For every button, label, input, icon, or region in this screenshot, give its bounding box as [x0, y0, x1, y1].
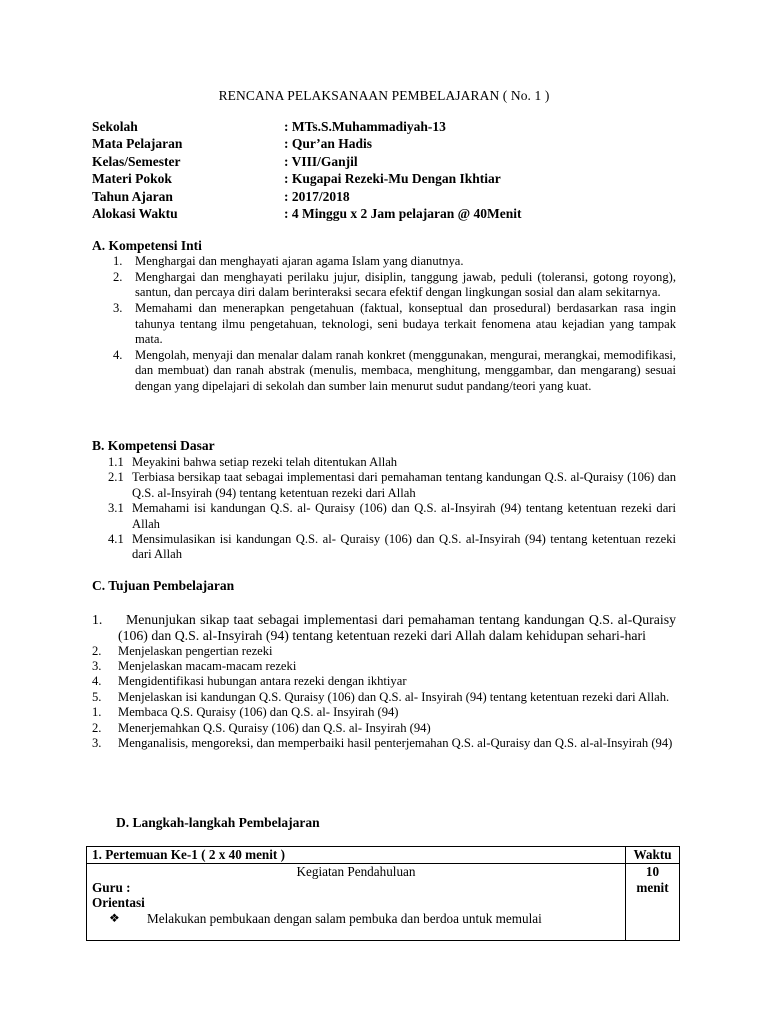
time-unit: menit [636, 879, 669, 895]
list-item-number: 3. [92, 659, 102, 673]
identity-value: : 4 Minggu x 2 Jam pelajaran @ 40Menit [284, 206, 522, 222]
list-item [113, 348, 676, 394]
list-item-text: Meyakini bahwa setiap rezeki telah ditentukan Allah [132, 455, 398, 469]
list-item-text: Menjelaskan macam-macam rezeki [118, 659, 297, 673]
list-item [108, 501, 676, 532]
section-heading-kompetensi-dasar: B. Kompetensi Dasar [92, 438, 215, 453]
list-item [92, 705, 676, 720]
identity-row [92, 205, 522, 222]
list-item [92, 644, 676, 659]
orientasi-label: Orientasi [92, 895, 145, 910]
list-item-number: 3. [92, 736, 102, 751]
list-item-text: Menganalisis, mengoreksi, dan memperbaiki hasil penterjemahan Q.S. al-Quraisy dan Q.S. al-al-Insyirah (94) [118, 736, 673, 751]
identity-value: : MTs.S.Muhammadiyah-13 [284, 119, 446, 134]
list-item-text: Memahami dan menerapkan pengetahuan (faktual, konseptual dan prosedural) berdasarkan rasa ingin tahunya tentang ilmu pengetahuan, teknologi, seni budaya terkait fenomena atau kejadian yang tampak mata. [135, 301, 676, 347]
list-item [92, 690, 676, 705]
identity-value: : VIII/Ganjil [284, 153, 358, 169]
identity-value: : 2017/2018 [284, 188, 350, 204]
list-item-text: Menerjemahkan Q.S. Quraisy (106) dan Q.S. al- Insyirah (94) [118, 720, 431, 735]
list-item-text: Menjelaskan pengertian rezeki [118, 643, 273, 658]
meeting-header: 1. Pertemuan Ke-1 ( 2 x 40 menit ) [87, 847, 626, 864]
list-item-number: 1. [113, 254, 123, 268]
list-item-text: Memahami isi kandungan Q.S. al- Quraisy (106) dan Q.S. al-Insyirah (94) tentang ketentuan rezeki dari Allah [132, 501, 676, 531]
section-heading-tujuan: C. Tujuan Pembelajaran [92, 578, 235, 593]
time-header: Waktu [626, 847, 680, 864]
identity-value: : Kugapai Rezeki-Mu Dengan Ikhtiar [284, 171, 501, 187]
list-item [92, 612, 676, 644]
list-item-text: Mengidentifikasi hubungan antara rezeki dengan ikhtiyar [118, 674, 407, 689]
list-item [92, 674, 676, 689]
list-item [108, 455, 676, 470]
list-item-text: Membaca Q.S. Quraisy (106) dan Q.S. al- Insyirah (94) [118, 705, 399, 720]
list-item-number: 2. [113, 269, 123, 284]
list-item [108, 470, 676, 501]
bullet-text: Melakukan pembukaan dengan salam pembuka dan berdoa untuk memulai [147, 910, 542, 926]
list-item [113, 254, 676, 269]
identity-row [92, 135, 522, 152]
list-item-number: 4.1 [108, 532, 124, 547]
identity-label: Tahun Ajaran [92, 188, 173, 204]
identity-label: Mata Pelajaran [92, 136, 183, 152]
list-item-number: 4. [113, 347, 123, 362]
lesson-table-header [87, 847, 680, 864]
list-item-text: Menghargai dan menghayati ajaran agama Islam yang dianutnya. [135, 254, 464, 268]
list-item-number: 5. [92, 689, 102, 704]
list-item-number: 3.1 [108, 501, 124, 516]
list-item [108, 532, 676, 563]
identity-label: Alokasi Waktu [92, 206, 178, 222]
list-item [92, 721, 676, 736]
list-item [113, 270, 676, 301]
identity-row [92, 153, 522, 170]
tujuan-list [92, 612, 676, 751]
identity-row [92, 170, 522, 187]
list-item-number: 1. [92, 612, 103, 627]
list-item-text: Menghargai dan menghayati perilaku jujur, disiplin, tanggung jawab, peduli (toleransi, gotong royong), santun, dan percaya diri dalam berinteraksi secara efektif dengan lingkungan sosial dan alam sekitarnya. [135, 269, 676, 300]
activity-cell [87, 864, 626, 941]
activity-title: Kegiatan Pendahuluan [296, 864, 416, 879]
identity-value: : Qur’an Hadis [284, 136, 373, 152]
list-item-text: Mensimulasikan isi kandungan Q.S. al- Quraisy (106) dan Q.S. al-Insyirah (94) tentang ketentuan rezeki dari Allah [132, 532, 676, 562]
lesson-table-row [87, 864, 680, 941]
list-item [92, 911, 620, 927]
list-item-number: 4. [92, 674, 102, 689]
list-item [92, 736, 676, 751]
section-heading-kompetensi-inti: A. Kompetensi Inti [92, 238, 202, 253]
guru-label: Guru : [92, 879, 131, 895]
identity-row [92, 188, 522, 205]
time-cell [626, 864, 680, 941]
identity-label: Kelas/Semester [92, 153, 181, 169]
list-item-text: Menjelaskan isi kandungan Q.S. Quraisy (106) dan Q.S. al- Insyirah (94) tentang ketentuan rezeki dari Allah. [118, 689, 670, 704]
list-item [92, 659, 676, 674]
identity-table [92, 118, 522, 222]
list-item-text: Terbiasa bersikap taat sebagai implementasi dari pemahaman tentang kandungan Q.S. al-Quraisy (106) dan Q.S. al-Insyirah (94) tentang ketentuan rezeki dari Allah [132, 470, 676, 500]
identity-label: Sekolah [92, 119, 138, 134]
list-item-number: 2. [92, 720, 102, 735]
kompetensi-dasar-list [108, 455, 676, 563]
diamond-bullet-icon: ❖ [109, 910, 120, 925]
kompetensi-inti-list [113, 254, 676, 394]
list-item-text: Mengolah, menyaji dan menalar dalam ranah konkret (menggunakan, mengurai, merangkai, memodifikasi, dan membuat) dan ranah abstrak (menulis, membaca, menghitung, menggambar, dan mengarang) sesuai dengan yang dipelajari di sekolah dan sumber lain menurut sudut pandang/teori yang kuat. [135, 347, 676, 393]
list-item-text: Menunjukan sikap taat sebagai implementasi dari pemahaman tentang kandungan Q.S. al-Quraisy (106) dan Q.S. al-Insyirah (94) tentang ketentuan rezeki dari Allah dalam kehidupan sehari-hari [118, 612, 676, 643]
list-item-number: 2.1 [108, 470, 124, 485]
list-item-number: 1.1 [108, 455, 124, 469]
section-heading-langkah: D. Langkah-langkah Pembelajaran [116, 815, 320, 830]
page-title: RENCANA PELAKSANAAN PEMBELAJARAN ( No. 1 ) [218, 88, 550, 103]
list-item [113, 301, 676, 347]
identity-label: Materi Pokok [92, 171, 172, 187]
list-item-number: 2. [92, 643, 102, 658]
list-item-number: 1. [92, 705, 102, 720]
lesson-steps-table [86, 846, 680, 941]
list-item-number: 3. [113, 301, 123, 316]
identity-row [92, 118, 522, 135]
time-value: 10 [645, 864, 660, 879]
